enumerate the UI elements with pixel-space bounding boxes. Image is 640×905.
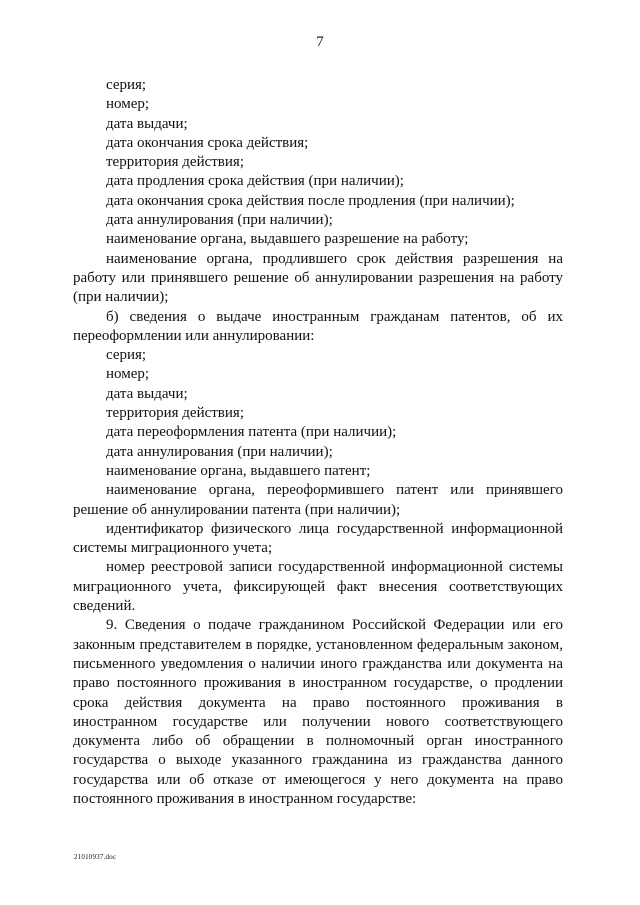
- list-item: наименование органа, продлившего срок действия разрешения на работу или принявшего решение об аннулировании разрешения на работу (при наличии);: [73, 250, 563, 306]
- list-item: серия;: [106, 347, 147, 364]
- list-item: территория действия;: [106, 154, 244, 171]
- list-item: территория действия;: [106, 405, 244, 422]
- list-item: дата аннулирования (при наличии);: [106, 212, 333, 229]
- list-item: наименование органа, выдавшего разрешение на работу;: [106, 231, 469, 248]
- list-item: серия;: [106, 77, 147, 93]
- document-body: [73, 76, 563, 809]
- list-item: дата переоформления патента (при наличии);: [106, 424, 397, 441]
- list-item: идентификатор физического лица государственной информационной системы миграционного учета;: [73, 520, 563, 557]
- page-number: 7: [316, 34, 324, 50]
- list-item: номер;: [106, 366, 150, 383]
- list-item: наименование органа, переоформившего патент или принявшего решение об аннулировании патента (при наличии);: [73, 482, 563, 518]
- document-file-code: 21010937.doc: [74, 853, 117, 861]
- list-item: дата окончания срока действия;: [106, 134, 309, 151]
- list-item: дата окончания срока действия после продления (при наличии);: [106, 192, 515, 209]
- list-item: дата выдачи;: [106, 115, 188, 132]
- section-9-paragraph: 9. Сведения о подаче гражданином Российской Федерации или его законным представителем в порядке, установленном федеральным законом, письменного уведомления о наличии иного гражданства или документа на право постоянного проживания в иностранном государстве, о продлении срока действия документа на право постоянного проживания в иностранном государстве или получении нового соответствующего документа либо об обращении в полномочный орган иностранного государства о выходе указанного гражданина из гражданства данного государства или об отказе от имеющегося у него документа на право постоянного проживания в иностранном государстве:: [73, 617, 563, 807]
- subsection-b-heading: б) сведения о выдаче иностранным гражданам патентов, об их переоформлении или аннулировании:: [73, 308, 563, 344]
- list-item: дата продления срока действия (при наличии);: [106, 173, 404, 190]
- list-item: номер;: [106, 96, 150, 113]
- list-item: дата аннулирования (при наличии);: [106, 443, 333, 460]
- list-item: номер реестровой записи государственной информационной системы миграционного учета, фиксирующей факт внесения соответствующих сведений.: [73, 559, 563, 615]
- list-item: дата выдачи;: [106, 385, 188, 402]
- list-item: наименование органа, выдавшего патент;: [106, 462, 371, 479]
